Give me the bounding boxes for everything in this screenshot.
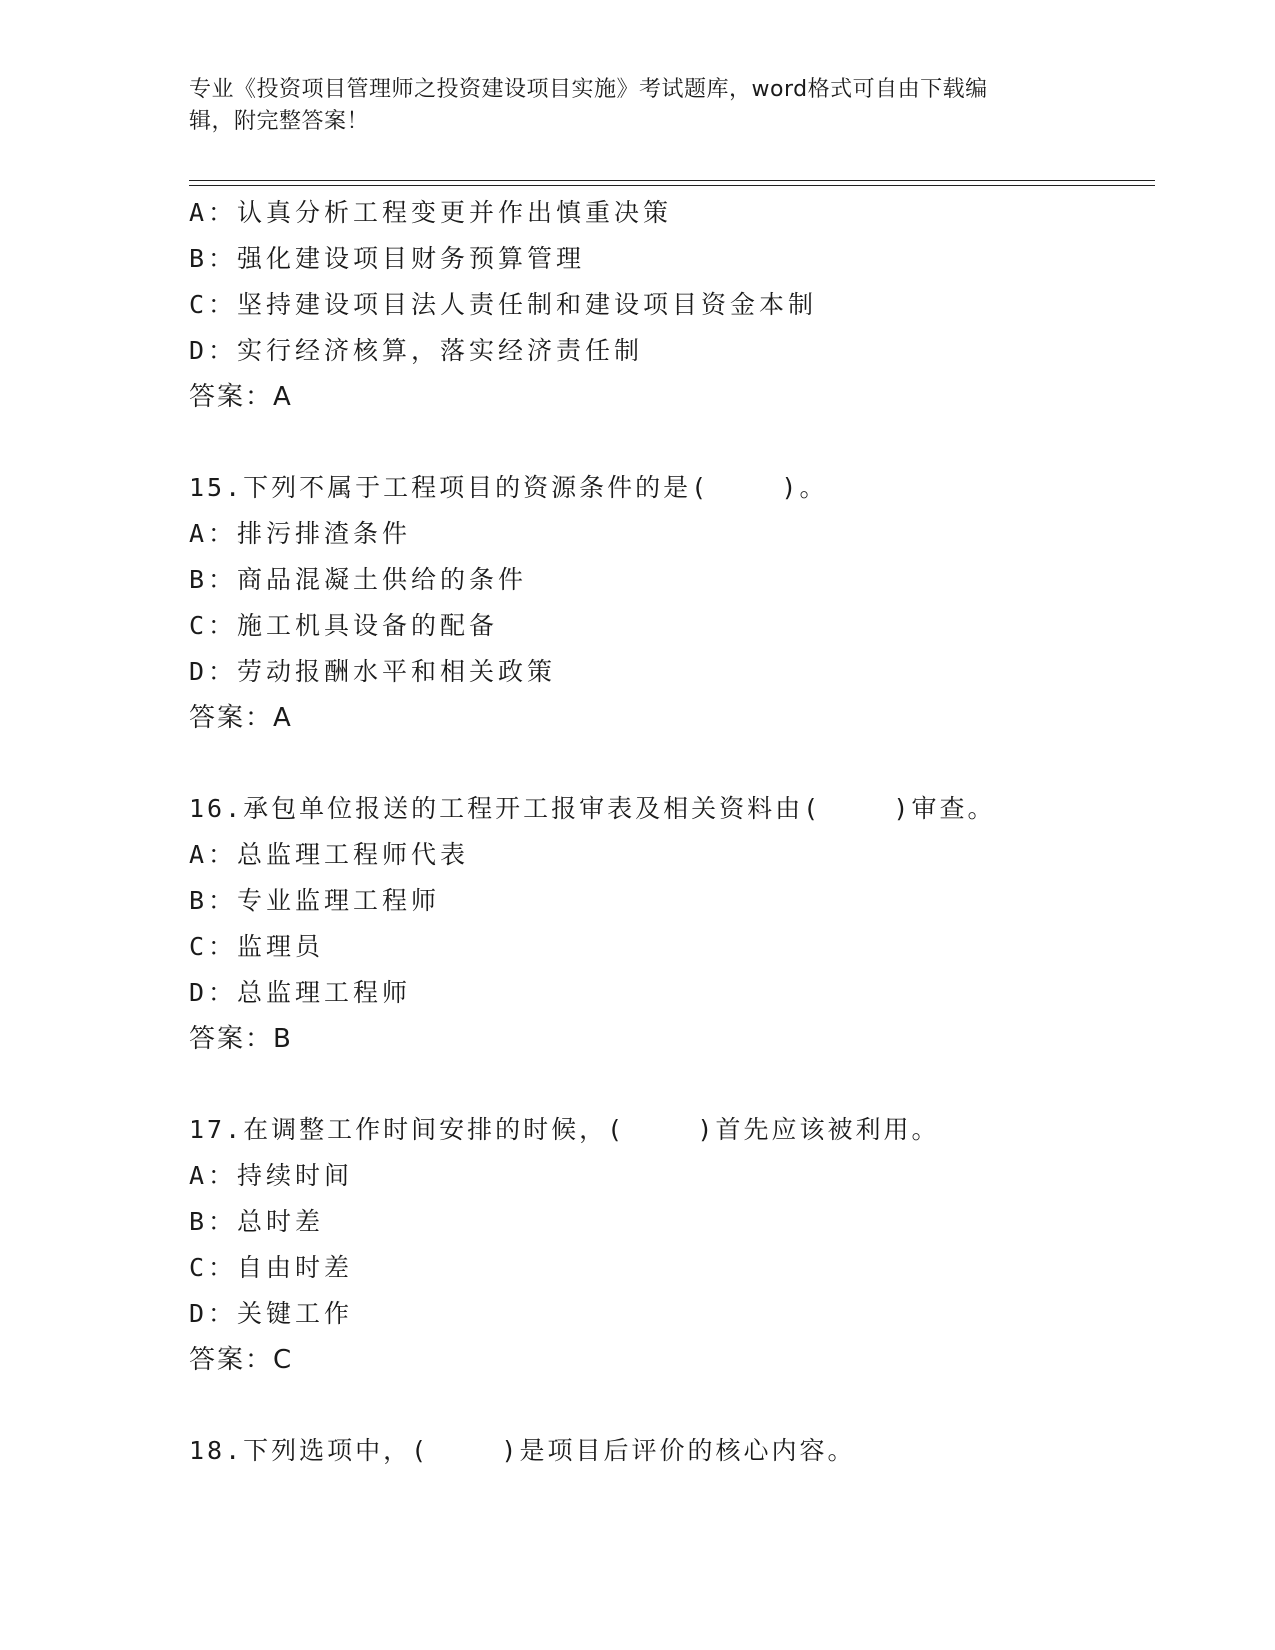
question-list — [189, 190, 1155, 1474]
document-header — [189, 74, 1089, 138]
option-b: B：专业监理工程师 — [189, 886, 441, 915]
answer-line: 答案：A — [189, 703, 293, 733]
option-c: C：坚持建设项目法人责任制和建设项目资金本制 — [189, 290, 818, 319]
option-a: A：认真分析工程变更并作出慎重决策 — [189, 198, 673, 227]
option-d: D：劳动报酬水平和相关政策 — [189, 657, 557, 686]
answer-line: 答案：A — [189, 382, 293, 412]
option-a: A：总监理工程师代表 — [189, 840, 470, 869]
option-b: B：强化建设项目财务预算管理 — [189, 244, 586, 273]
question-18 — [189, 1428, 1155, 1474]
question-16 — [189, 786, 1155, 1062]
option-c: C：施工机具设备的配备 — [189, 611, 499, 640]
option-a: A：持续时间 — [189, 1161, 354, 1190]
option-a: A：排污排渣条件 — [189, 519, 412, 548]
question-stem: 15.下列不属于工程项目的资源条件的是( )。 — [189, 473, 828, 502]
option-d: D：实行经济核算，落实经济责任制 — [189, 336, 644, 365]
question-14 — [189, 190, 1155, 420]
question-stem: 16.承包单位报送的工程开工报审表及相关资料由( )审查。 — [189, 794, 996, 823]
option-d: D：总监理工程师 — [189, 978, 412, 1007]
option-c: C：自由时差 — [189, 1253, 354, 1282]
header-line-2: 辑，附完整答案！ — [189, 109, 370, 134]
question-stem: 18.下列选项中，( )是项目后评价的核心内容。 — [189, 1436, 856, 1465]
option-d: D：关键工作 — [189, 1299, 354, 1328]
answer-line: 答案：C — [189, 1345, 294, 1375]
option-b: B：商品混凝土供给的条件 — [189, 565, 528, 594]
question-stem: 17.在调整工作时间安排的时候，( )首先应该被利用。 — [189, 1115, 940, 1144]
option-c: C：监理员 — [189, 932, 325, 961]
header-divider-bottom — [189, 185, 1155, 186]
header-line-1: 专业《投资项目管理师之投资建设项目实施》考试题库，word格式可自由下载编 — [189, 77, 988, 102]
question-17 — [189, 1107, 1155, 1383]
question-15 — [189, 465, 1155, 741]
header-divider-top — [189, 180, 1155, 181]
answer-line: 答案：B — [189, 1024, 293, 1054]
option-b: B：总时差 — [189, 1207, 325, 1236]
